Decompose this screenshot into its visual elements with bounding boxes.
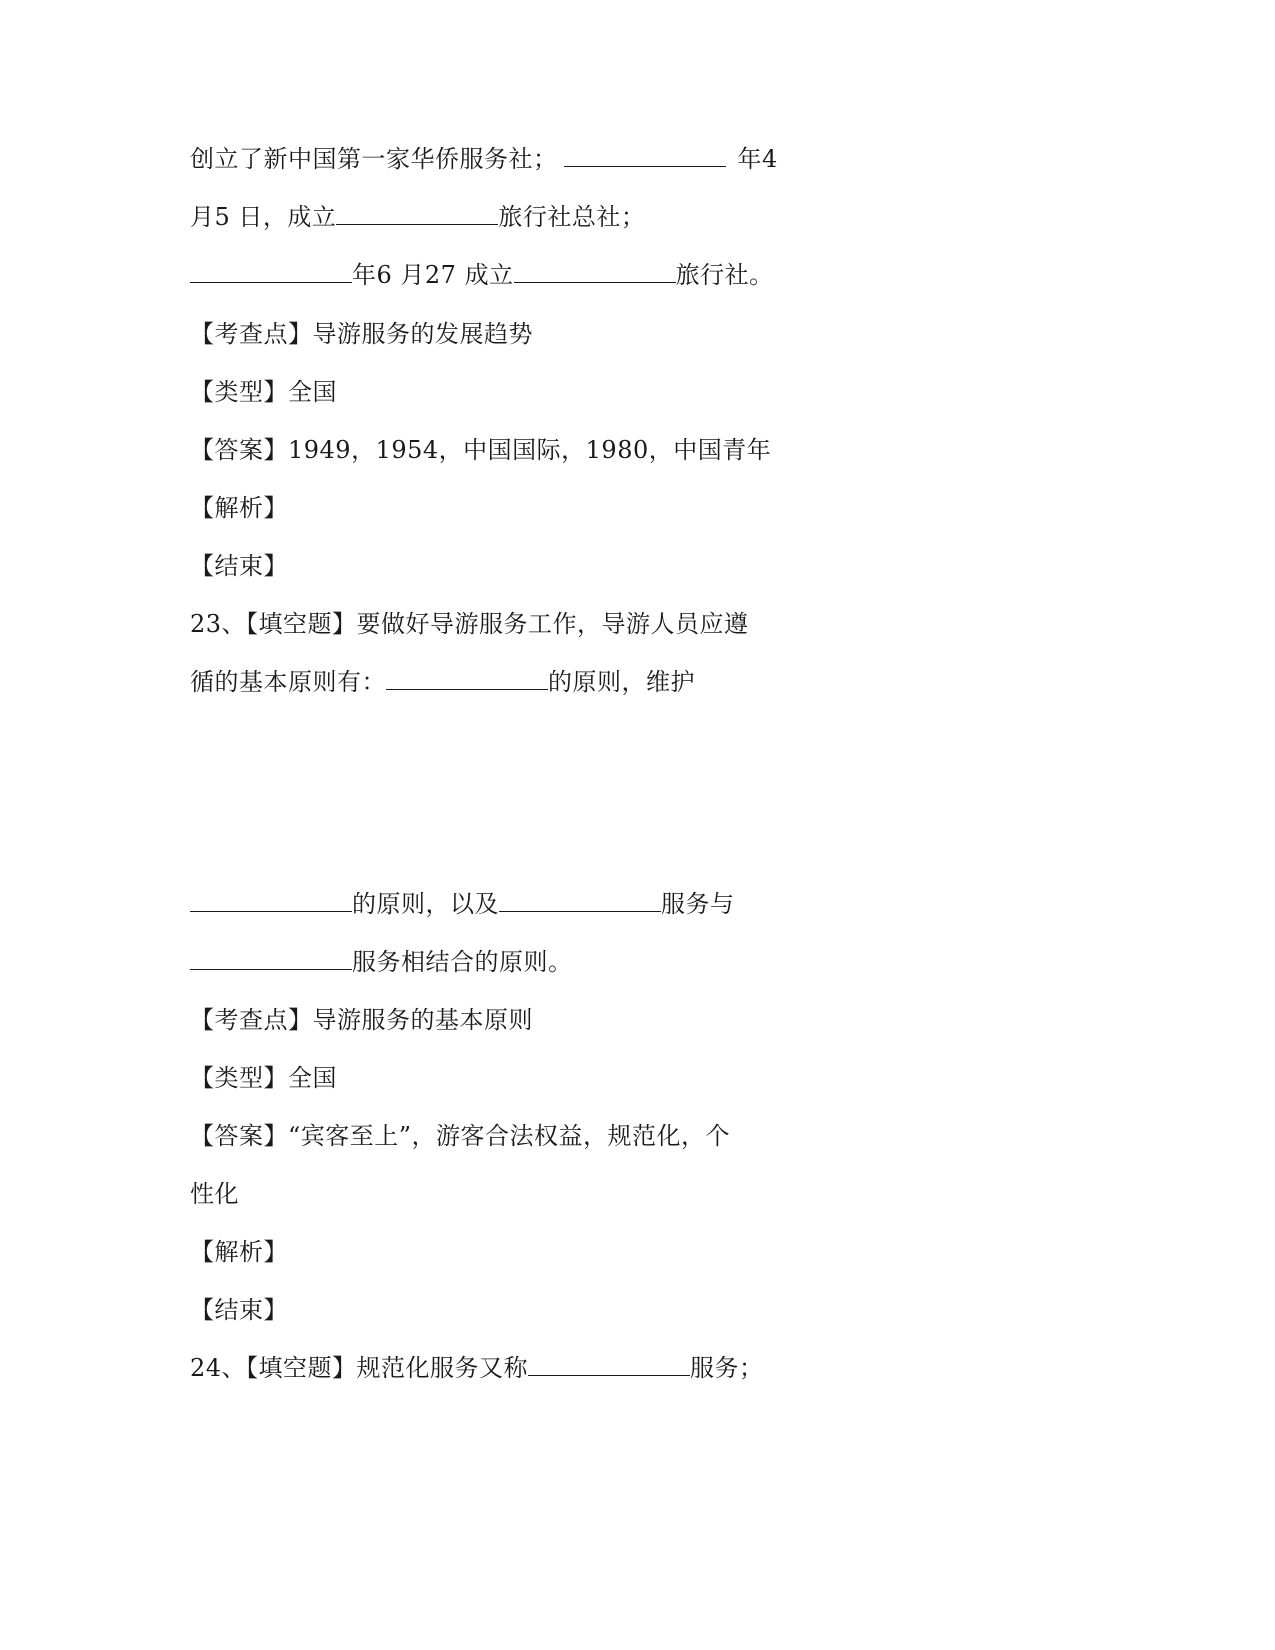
q22-answer: 【答案】1949，1954，中国国际，1980，中国青年 — [190, 436, 772, 464]
fill-blank — [190, 889, 352, 912]
q24-line-1 — [190, 1352, 764, 1384]
q23-line-4-suffix: 服务相结合的原则。 — [352, 948, 573, 976]
q22-analysis: 【解析】 — [190, 494, 288, 522]
q23-line-3-mid: 的原则，以及 — [352, 890, 499, 918]
q22-line-1-suffix: 年4 — [737, 145, 778, 173]
q22-line-2-prefix: 月5 日，成立 — [190, 203, 337, 231]
fill-blank — [336, 202, 498, 225]
fill-blank — [528, 1353, 690, 1376]
q22-line-2 — [190, 201, 645, 233]
fill-blank — [190, 260, 352, 283]
fill-blank — [564, 144, 726, 167]
q22-line-1-text: 创立了新中国第一家华侨服务社； — [190, 145, 558, 173]
q23-line-2-prefix: 循的基本原则有： — [190, 668, 386, 696]
q22-line-1 — [190, 143, 778, 175]
q23-analysis: 【解析】 — [190, 1238, 288, 1266]
q22-line-3-mid: 年6 月27 成立 — [352, 261, 514, 289]
q23-line-2 — [190, 666, 695, 698]
q22-type: 【类型】全国 — [190, 378, 337, 406]
q23-line-3 — [190, 888, 735, 920]
fill-blank — [499, 889, 661, 912]
q23-type: 【类型】全国 — [190, 1064, 337, 1092]
q23-point: 【考查点】导游服务的基本原则 — [190, 1006, 533, 1034]
q23-line-2-suffix: 的原则，维护 — [548, 668, 695, 696]
q22-end: 【结束】 — [190, 552, 288, 580]
q23-end: 【结束】 — [190, 1296, 288, 1324]
q23-line-4 — [190, 946, 573, 978]
q24-line-1-prefix: 24、【填空题】规范化服务又称 — [190, 1354, 529, 1382]
q23-answer-2: 性化 — [190, 1180, 239, 1208]
q22-line-3 — [190, 259, 774, 291]
fill-blank — [514, 260, 676, 283]
q23-line-3-suffix: 服务与 — [661, 890, 735, 918]
q24-line-1-suffix: 服务； — [690, 1354, 764, 1382]
fill-blank — [386, 667, 548, 690]
q23-answer-1: 【答案】“宾客至上”，游客合法权益，规范化，个 — [190, 1122, 731, 1150]
fill-blank — [190, 947, 352, 970]
q23-line-1: 23、【填空题】要做好导游服务工作，导游人员应遵 — [190, 610, 749, 638]
q22-line-2-suffix: 旅行社总社； — [498, 203, 646, 231]
q22-line-3-suffix: 旅行社。 — [675, 261, 774, 289]
q22-point: 【考查点】导游服务的发展趋势 — [190, 320, 533, 348]
